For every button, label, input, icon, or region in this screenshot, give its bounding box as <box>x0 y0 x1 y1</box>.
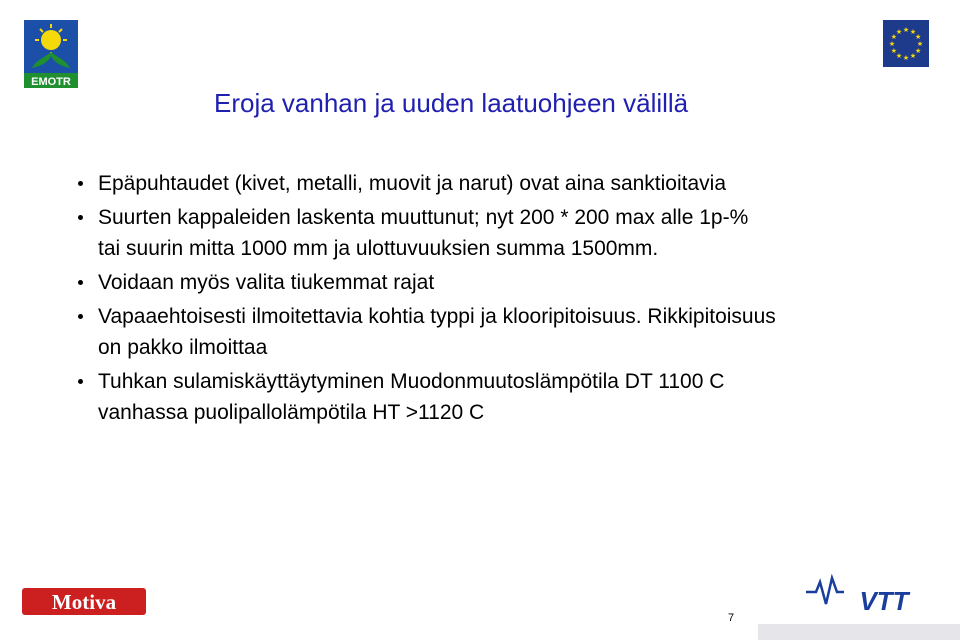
bullet-item <box>78 366 938 428</box>
bullet-line: on pakko ilmoittaa <box>98 336 268 359</box>
bullet-item <box>78 202 938 264</box>
bullet-dot-icon <box>78 379 83 384</box>
bullet-line: tai suurin mitta 1000 mm ja ulottuvuuksien summa 1500mm. <box>98 237 659 260</box>
bullet-line: Epäpuhtaudet (kivet, metalli, muovit ja narut) ovat aina sanktioitavia <box>98 172 727 195</box>
eu-star-icon: ★ <box>916 41 924 48</box>
bullet-dot-icon <box>78 181 83 186</box>
motiva-logo <box>22 588 146 615</box>
bullet-line: Tuhkan sulamiskäyttäytyminen Muodonmuutoslämpötila DT 1100 C <box>98 370 725 393</box>
emotr-logo-text: EMOTR <box>31 76 71 88</box>
bullet-line: Voidaan myös valita tiukemmat rajat <box>98 271 435 294</box>
eu-star-icon: ★ <box>909 53 917 61</box>
bullet-item <box>78 267 938 298</box>
eu-star-icon: ★ <box>890 34 898 41</box>
eu-star-icon: ★ <box>888 41 896 48</box>
bullet-item <box>78 301 938 363</box>
bullet-dot-icon <box>78 215 83 220</box>
bullet-dot-icon <box>78 280 83 285</box>
bullet-item <box>78 168 938 199</box>
vtt-logo <box>804 574 922 614</box>
bullet-line: Vapaaehtoisesti ilmoitettavia kohtia typpi ja klooripitoisuus. Rikkipitoisuus <box>98 305 776 328</box>
motiva-logo-text: Motiva <box>51 590 117 614</box>
bullet-list <box>78 168 938 431</box>
page-number: 7 <box>728 612 735 624</box>
eu-star-icon: ★ <box>895 53 903 61</box>
bullet-dot-icon <box>78 314 83 319</box>
eu-star-icon: ★ <box>914 34 922 41</box>
eu-star-icon: ★ <box>902 55 910 62</box>
slide-title: Eroja vanhan ja uuden laatuohjeen välillä <box>214 88 689 118</box>
eu-star-icon: ★ <box>890 48 898 55</box>
footer-bar <box>758 624 960 640</box>
eu-flag-logo <box>883 20 929 67</box>
emotr-logo <box>24 20 78 88</box>
bullet-line: Suurten kappaleiden laskenta muuttunut; nyt 200 * 200 max alle 1p-% <box>98 206 749 229</box>
eu-star-icon: ★ <box>909 28 917 36</box>
eu-star-icon: ★ <box>914 48 922 55</box>
vtt-logo-text: VTT <box>859 586 909 614</box>
bullet-line: vanhassa puolipallolämpötila HT >1120 C <box>98 401 485 424</box>
eu-star-icon: ★ <box>895 28 903 36</box>
eu-star-icon: ★ <box>902 27 910 34</box>
